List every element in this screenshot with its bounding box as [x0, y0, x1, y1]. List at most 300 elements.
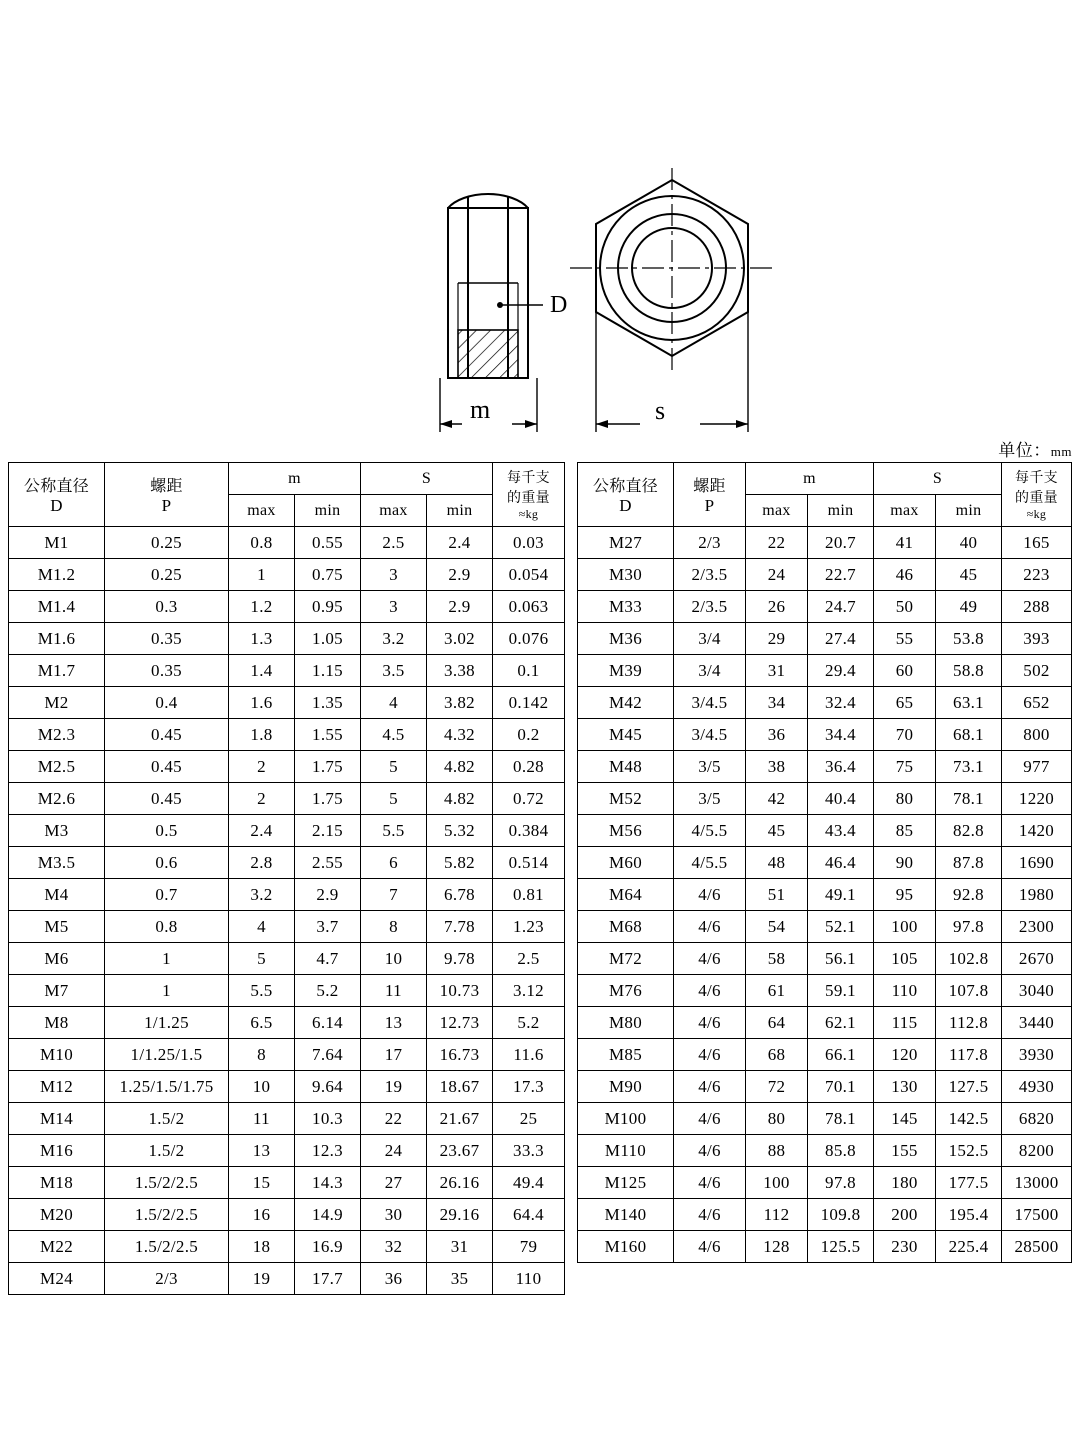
- cell-m-max: 1: [229, 559, 295, 591]
- cell-weight: 393: [1002, 623, 1072, 655]
- cell-diameter: M160: [578, 1231, 674, 1263]
- table-row: [578, 911, 1072, 943]
- unit-label: [998, 436, 1072, 461]
- cell-weight: 17.3: [493, 1071, 565, 1103]
- cell-weight: 288: [1002, 591, 1072, 623]
- cell-m-max: 1.4: [229, 655, 295, 687]
- cell-m-min: 4.7: [295, 943, 361, 975]
- cell-m-min: 9.64: [295, 1071, 361, 1103]
- cell-s-max: 70: [874, 719, 936, 751]
- cell-pitch: 1: [105, 943, 229, 975]
- cell-m-min: 2.9: [295, 879, 361, 911]
- header-weight-line2-left: 的重量: [507, 489, 550, 505]
- cell-m-min: 1.75: [295, 751, 361, 783]
- cell-m-max: 6.5: [229, 1007, 295, 1039]
- cell-m-min: 22.7: [808, 559, 874, 591]
- cell-diameter: M72: [578, 943, 674, 975]
- cell-s-min: 3.82: [427, 687, 493, 719]
- cell-s-max: 90: [874, 847, 936, 879]
- header-diameter-left: [9, 463, 105, 527]
- cell-diameter: M110: [578, 1135, 674, 1167]
- cell-weight: 800: [1002, 719, 1072, 751]
- spec-table-left-body: [9, 527, 565, 1295]
- cell-s-max: 110: [874, 975, 936, 1007]
- cell-weight: 1690: [1002, 847, 1072, 879]
- cell-pitch: 1.5/2/2.5: [105, 1167, 229, 1199]
- cell-s-min: 18.67: [427, 1071, 493, 1103]
- cell-pitch: 1.25/1.5/1.75: [105, 1071, 229, 1103]
- cell-m-max: 64: [746, 1007, 808, 1039]
- spec-table-left: [8, 462, 565, 1295]
- table-row: [578, 1231, 1072, 1263]
- cell-s-min: 10.73: [427, 975, 493, 1007]
- header-weight-line2-right: 的重量: [1015, 489, 1058, 505]
- cell-s-max: 5: [361, 751, 427, 783]
- cell-pitch: 1/1.25: [105, 1007, 229, 1039]
- cell-weight: 64.4: [493, 1199, 565, 1231]
- cell-s-max: 55: [874, 623, 936, 655]
- cell-s-min: 3.38: [427, 655, 493, 687]
- cell-m-min: 20.7: [808, 527, 874, 559]
- cell-s-max: 10: [361, 943, 427, 975]
- cell-weight: 3040: [1002, 975, 1072, 1007]
- cell-m-min: 59.1: [808, 975, 874, 1007]
- cell-weight: 0.384: [493, 815, 565, 847]
- cell-m-max: 100: [746, 1167, 808, 1199]
- cell-pitch: 4/5.5: [674, 847, 746, 879]
- cell-s-max: 80: [874, 783, 936, 815]
- cell-m-max: 80: [746, 1103, 808, 1135]
- cell-diameter: M7: [9, 975, 105, 1007]
- table-row: [578, 655, 1072, 687]
- cell-weight: 28500: [1002, 1231, 1072, 1263]
- cell-m-max: 11: [229, 1103, 295, 1135]
- cell-s-min: 68.1: [936, 719, 1002, 751]
- cell-diameter: M85: [578, 1039, 674, 1071]
- cell-m-max: 45: [746, 815, 808, 847]
- cell-diameter: M33: [578, 591, 674, 623]
- cell-m-max: 128: [746, 1231, 808, 1263]
- cell-pitch: 4/6: [674, 1103, 746, 1135]
- cell-diameter: M3: [9, 815, 105, 847]
- cell-s-min: 107.8: [936, 975, 1002, 1007]
- header-weight-right: [1002, 463, 1072, 527]
- cell-pitch: 1/1.25/1.5: [105, 1039, 229, 1071]
- cell-m-max: 68: [746, 1039, 808, 1071]
- cell-weight: 33.3: [493, 1135, 565, 1167]
- cell-s-min: 53.8: [936, 623, 1002, 655]
- cell-s-max: 7: [361, 879, 427, 911]
- table-row: [9, 1039, 565, 1071]
- cell-weight: 0.063: [493, 591, 565, 623]
- cell-s-max: 32: [361, 1231, 427, 1263]
- cell-diameter: M5: [9, 911, 105, 943]
- cell-weight: 0.72: [493, 783, 565, 815]
- cell-diameter: M8: [9, 1007, 105, 1039]
- cell-m-min: 14.9: [295, 1199, 361, 1231]
- cell-m-max: 29: [746, 623, 808, 655]
- cell-m-max: 2.4: [229, 815, 295, 847]
- cell-s-max: 8: [361, 911, 427, 943]
- cell-pitch: 0.35: [105, 655, 229, 687]
- cell-weight: 11.6: [493, 1039, 565, 1071]
- cell-weight: 3440: [1002, 1007, 1072, 1039]
- cell-s-min: 2.4: [427, 527, 493, 559]
- cell-weight: 110: [493, 1263, 565, 1295]
- table-row: [578, 943, 1072, 975]
- cell-s-max: 36: [361, 1263, 427, 1295]
- cell-m-min: 49.1: [808, 879, 874, 911]
- cell-pitch: 0.7: [105, 879, 229, 911]
- cell-weight: 4930: [1002, 1071, 1072, 1103]
- header-diameter-sym-left: D: [50, 496, 63, 515]
- cell-pitch: 4/5.5: [674, 815, 746, 847]
- table-row: [9, 1263, 565, 1295]
- cell-s-min: 127.5: [936, 1071, 1002, 1103]
- cell-weight: 2670: [1002, 943, 1072, 975]
- cell-diameter: M3.5: [9, 847, 105, 879]
- cell-s-max: 24: [361, 1135, 427, 1167]
- cell-diameter: M39: [578, 655, 674, 687]
- cell-diameter: M20: [9, 1199, 105, 1231]
- cell-s-min: 31: [427, 1231, 493, 1263]
- cell-m-max: 34: [746, 687, 808, 719]
- cell-m-max: 72: [746, 1071, 808, 1103]
- cell-diameter: M1.6: [9, 623, 105, 655]
- cell-s-max: 115: [874, 1007, 936, 1039]
- cell-s-max: 3.5: [361, 655, 427, 687]
- cell-pitch: 4/6: [674, 1135, 746, 1167]
- cell-m-max: 88: [746, 1135, 808, 1167]
- cell-diameter: M68: [578, 911, 674, 943]
- cell-s-max: 145: [874, 1103, 936, 1135]
- table-row: [9, 623, 565, 655]
- cell-pitch: 0.45: [105, 751, 229, 783]
- cell-m-min: 2.55: [295, 847, 361, 879]
- cell-pitch: 0.8: [105, 911, 229, 943]
- cell-pitch: 2/3.5: [674, 591, 746, 623]
- cell-m-max: 1.2: [229, 591, 295, 623]
- cell-s-max: 105: [874, 943, 936, 975]
- header-diameter-sym-right: D: [619, 496, 632, 515]
- cell-weight: 25: [493, 1103, 565, 1135]
- cell-weight: 79: [493, 1231, 565, 1263]
- cell-m-min: 1.35: [295, 687, 361, 719]
- cell-m-min: 1.15: [295, 655, 361, 687]
- cell-pitch: 1: [105, 975, 229, 1007]
- cell-pitch: 0.4: [105, 687, 229, 719]
- cell-pitch: 4/6: [674, 911, 746, 943]
- cell-s-max: 50: [874, 591, 936, 623]
- cell-s-min: 58.8: [936, 655, 1002, 687]
- cell-pitch: 1.5/2/2.5: [105, 1199, 229, 1231]
- cell-s-min: 195.4: [936, 1199, 1002, 1231]
- cell-pitch: 0.45: [105, 783, 229, 815]
- cell-pitch: 2/3: [105, 1263, 229, 1295]
- cell-m-max: 10: [229, 1071, 295, 1103]
- cell-m-max: 24: [746, 559, 808, 591]
- cell-s-max: 60: [874, 655, 936, 687]
- cell-diameter: M6: [9, 943, 105, 975]
- cell-s-max: 2.5: [361, 527, 427, 559]
- header-m-left: m: [229, 463, 361, 495]
- cell-diameter: M36: [578, 623, 674, 655]
- cell-m-min: 17.7: [295, 1263, 361, 1295]
- cell-s-max: 4.5: [361, 719, 427, 751]
- cell-pitch: 4/6: [674, 1071, 746, 1103]
- cell-s-max: 41: [874, 527, 936, 559]
- cell-m-min: 0.55: [295, 527, 361, 559]
- spec-tables: [8, 462, 1072, 1295]
- cell-m-max: 1.6: [229, 687, 295, 719]
- cell-diameter: M76: [578, 975, 674, 1007]
- cell-m-max: 18: [229, 1231, 295, 1263]
- cell-s-min: 4.32: [427, 719, 493, 751]
- section-hatch: [458, 330, 518, 378]
- cell-pitch: 4/6: [674, 1039, 746, 1071]
- header-pitch-right: [674, 463, 746, 527]
- cell-m-max: 36: [746, 719, 808, 751]
- cell-diameter: M125: [578, 1167, 674, 1199]
- cell-m-max: 2: [229, 751, 295, 783]
- cell-diameter: M14: [9, 1103, 105, 1135]
- label-m: m: [470, 395, 491, 424]
- cell-s-max: 75: [874, 751, 936, 783]
- cell-s-min: 16.73: [427, 1039, 493, 1071]
- cell-diameter: M4: [9, 879, 105, 911]
- cell-m-min: 97.8: [808, 1167, 874, 1199]
- table-row: [9, 719, 565, 751]
- header-s-right: S: [874, 463, 1002, 495]
- cell-s-max: 3: [361, 559, 427, 591]
- cell-m-min: 1.55: [295, 719, 361, 751]
- m-arrow-left: [440, 420, 452, 428]
- header-s-max-right: max: [874, 495, 936, 527]
- cell-s-min: 26.16: [427, 1167, 493, 1199]
- cell-m-min: 16.9: [295, 1231, 361, 1263]
- cell-weight: 502: [1002, 655, 1072, 687]
- cell-s-min: 78.1: [936, 783, 1002, 815]
- cell-weight: 0.28: [493, 751, 565, 783]
- cell-s-max: 95: [874, 879, 936, 911]
- cell-m-min: 3.7: [295, 911, 361, 943]
- header-diameter-right: [578, 463, 674, 527]
- table-row: [578, 623, 1072, 655]
- table-row: [578, 559, 1072, 591]
- table-row: [9, 559, 565, 591]
- table-row: [9, 1135, 565, 1167]
- header-m-min-left: min: [295, 495, 361, 527]
- cell-weight: 0.142: [493, 687, 565, 719]
- cell-pitch: 3/5: [674, 783, 746, 815]
- cell-s-max: 30: [361, 1199, 427, 1231]
- cell-weight: 0.514: [493, 847, 565, 879]
- header-m-max-right: max: [746, 495, 808, 527]
- cell-m-max: 8: [229, 1039, 295, 1071]
- cell-s-min: 45: [936, 559, 1002, 591]
- cell-diameter: M100: [578, 1103, 674, 1135]
- cell-diameter: M56: [578, 815, 674, 847]
- cell-m-max: 5: [229, 943, 295, 975]
- cell-s-max: 100: [874, 911, 936, 943]
- cell-pitch: 4/6: [674, 975, 746, 1007]
- cell-s-min: 92.8: [936, 879, 1002, 911]
- table-row: [578, 1007, 1072, 1039]
- cell-weight: 0.81: [493, 879, 565, 911]
- cell-m-min: 10.3: [295, 1103, 361, 1135]
- cell-weight: 2.5: [493, 943, 565, 975]
- table-row: [9, 751, 565, 783]
- table-row: [578, 527, 1072, 559]
- cell-s-max: 6: [361, 847, 427, 879]
- header-m-min-right: min: [808, 495, 874, 527]
- cell-s-max: 3: [361, 591, 427, 623]
- cell-s-max: 19: [361, 1071, 427, 1103]
- cell-pitch: 3/4.5: [674, 719, 746, 751]
- cell-m-min: 70.1: [808, 1071, 874, 1103]
- header-s-min-right: min: [936, 495, 1002, 527]
- cell-s-max: 11: [361, 975, 427, 1007]
- cell-diameter: M1.4: [9, 591, 105, 623]
- table-row: [9, 655, 565, 687]
- cell-weight: 13000: [1002, 1167, 1072, 1199]
- cell-diameter: M30: [578, 559, 674, 591]
- cell-weight: 1420: [1002, 815, 1072, 847]
- table-row: [578, 879, 1072, 911]
- cell-diameter: M16: [9, 1135, 105, 1167]
- unit-value: mm: [1050, 444, 1072, 459]
- cell-m-min: 78.1: [808, 1103, 874, 1135]
- s-arrow-right: [736, 420, 748, 428]
- cell-s-min: 21.67: [427, 1103, 493, 1135]
- header-weight-unit-left: ≈kg: [518, 507, 539, 521]
- cell-s-min: 12.73: [427, 1007, 493, 1039]
- cell-pitch: 4/6: [674, 1199, 746, 1231]
- cell-m-min: 6.14: [295, 1007, 361, 1039]
- m-arrow-right: [525, 420, 537, 428]
- header-weight-unit-right: ≈kg: [1026, 507, 1047, 521]
- cell-m-max: 3.2: [229, 879, 295, 911]
- cell-diameter: M64: [578, 879, 674, 911]
- cell-m-max: 48: [746, 847, 808, 879]
- cell-m-min: 24.7: [808, 591, 874, 623]
- cell-pitch: 4/6: [674, 879, 746, 911]
- cell-weight: 0.054: [493, 559, 565, 591]
- cell-m-max: 15: [229, 1167, 295, 1199]
- cell-m-min: 125.5: [808, 1231, 874, 1263]
- cell-weight: 8200: [1002, 1135, 1072, 1167]
- cell-weight: 1.23: [493, 911, 565, 943]
- table-row: [9, 1103, 565, 1135]
- header-pitch-cn-right: 螺距: [693, 478, 726, 495]
- cell-diameter: M2.3: [9, 719, 105, 751]
- cell-m-max: 1.8: [229, 719, 295, 751]
- cell-m-min: 32.4: [808, 687, 874, 719]
- spec-table-right: [577, 462, 1072, 1263]
- cell-pitch: 2/3: [674, 527, 746, 559]
- table-row: [578, 783, 1072, 815]
- cell-m-min: 43.4: [808, 815, 874, 847]
- cell-s-min: 3.02: [427, 623, 493, 655]
- cell-weight: 3.12: [493, 975, 565, 1007]
- cell-m-max: 112: [746, 1199, 808, 1231]
- cell-weight: 3930: [1002, 1039, 1072, 1071]
- cell-weight: 49.4: [493, 1167, 565, 1199]
- cell-weight: 5.2: [493, 1007, 565, 1039]
- table-row: [578, 591, 1072, 623]
- cell-s-min: 35: [427, 1263, 493, 1295]
- cell-diameter: M1.2: [9, 559, 105, 591]
- cell-m-max: 5.5: [229, 975, 295, 1007]
- cell-m-min: 46.4: [808, 847, 874, 879]
- cell-diameter: M27: [578, 527, 674, 559]
- cell-weight: 1980: [1002, 879, 1072, 911]
- cell-pitch: 4/6: [674, 943, 746, 975]
- cell-pitch: 3/4: [674, 623, 746, 655]
- table-row: [578, 687, 1072, 719]
- cell-weight: 652: [1002, 687, 1072, 719]
- cell-s-max: 230: [874, 1231, 936, 1263]
- cell-weight: 2300: [1002, 911, 1072, 943]
- cell-m-min: 29.4: [808, 655, 874, 687]
- cell-s-min: 7.78: [427, 911, 493, 943]
- header-s-min-left: min: [427, 495, 493, 527]
- cell-s-min: 63.1: [936, 687, 1002, 719]
- table-row: [9, 911, 565, 943]
- cell-s-max: 65: [874, 687, 936, 719]
- cell-s-min: 73.1: [936, 751, 1002, 783]
- cell-m-min: 0.95: [295, 591, 361, 623]
- table-row: [578, 1039, 1072, 1071]
- cell-m-max: 54: [746, 911, 808, 943]
- cell-s-min: 29.16: [427, 1199, 493, 1231]
- header-pitch-sym-left: P: [161, 496, 172, 515]
- cell-m-max: 13: [229, 1135, 295, 1167]
- label-d: D: [550, 292, 568, 318]
- cell-m-min: 2.15: [295, 815, 361, 847]
- cell-pitch: 4/6: [674, 1007, 746, 1039]
- cell-s-min: 82.8: [936, 815, 1002, 847]
- cell-weight: 0.2: [493, 719, 565, 751]
- cell-diameter: M90: [578, 1071, 674, 1103]
- cell-pitch: 1.5/2: [105, 1103, 229, 1135]
- cell-m-min: 109.8: [808, 1199, 874, 1231]
- cell-s-max: 22: [361, 1103, 427, 1135]
- table-row: [9, 815, 565, 847]
- cell-m-min: 27.4: [808, 623, 874, 655]
- cell-s-min: 2.9: [427, 591, 493, 623]
- cell-s-max: 200: [874, 1199, 936, 1231]
- cell-pitch: 0.25: [105, 527, 229, 559]
- cell-pitch: 1.5/2: [105, 1135, 229, 1167]
- cell-weight: 0.03: [493, 527, 565, 559]
- cell-weight: 17500: [1002, 1199, 1072, 1231]
- unit-text: 单位：: [998, 441, 1051, 460]
- cell-diameter: M1: [9, 527, 105, 559]
- table-row: [578, 1167, 1072, 1199]
- label-s: s: [655, 396, 666, 425]
- cell-s-max: 155: [874, 1135, 936, 1167]
- table-row: [9, 591, 565, 623]
- d-leader-dot: [497, 302, 503, 308]
- cell-pitch: 1.5/2/2.5: [105, 1231, 229, 1263]
- cell-pitch: 0.3: [105, 591, 229, 623]
- cell-diameter: M80: [578, 1007, 674, 1039]
- table-row: [9, 1007, 565, 1039]
- cell-s-max: 5.5: [361, 815, 427, 847]
- cell-m-max: 51: [746, 879, 808, 911]
- cell-m-max: 22: [746, 527, 808, 559]
